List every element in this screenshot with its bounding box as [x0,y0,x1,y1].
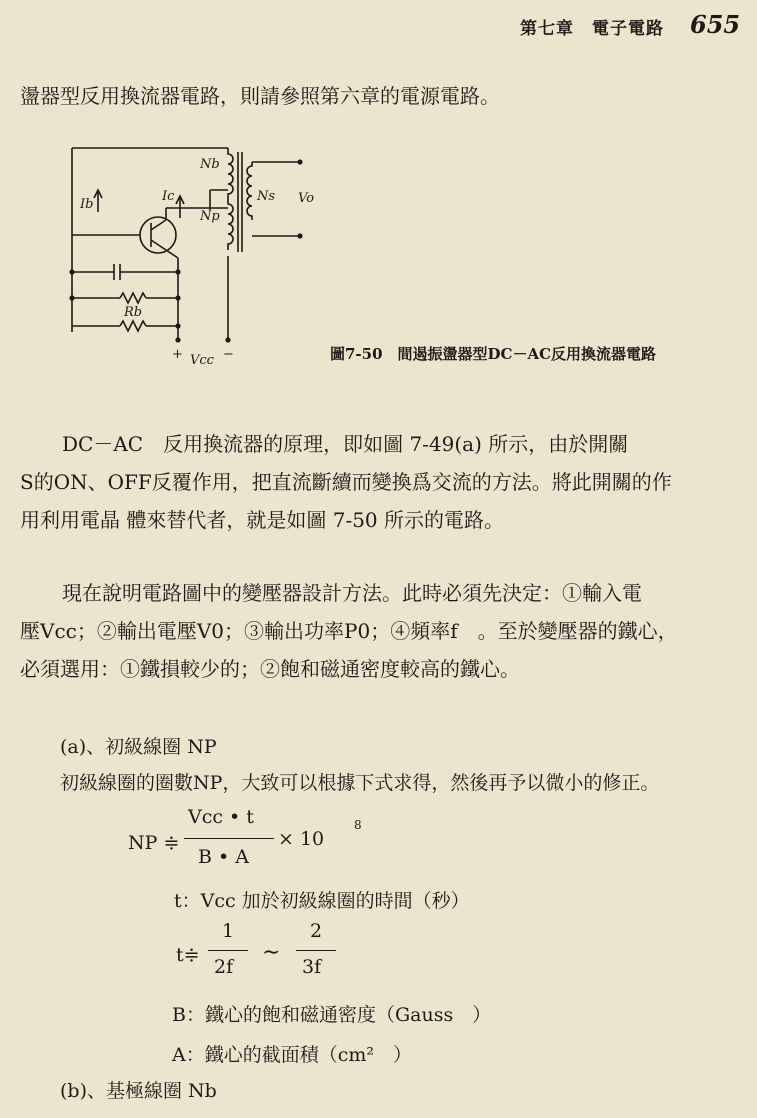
label-ic: Ic [162,189,175,204]
label-minus: − [223,347,234,362]
para1-line1: DC－AC 反用換流器的原理，即如圖 7-49(a) 所示，由於開關 [62,432,629,456]
formula-np-exponent: 8 [354,818,362,832]
para1-line3: 用利用電晶 體來替代者，就是如圖 7-50 所示的電路。 [20,508,505,532]
chapter-header: 第七章 電子電路 [520,19,664,39]
label-rb: Rb [124,305,143,320]
t-formula-lhs: t≑ [176,944,200,966]
label-vo: Vo [298,191,315,206]
section-b-heading: (b)、基極線圈 Nb [60,1080,217,1102]
para2-line3: 必須選用：①鐵損較少的；②飽和磁通密度較高的鐵心。 [20,657,520,681]
label-plus: + [172,347,183,362]
a-definition: A：鐵心的截面積（cm² ） [172,1044,412,1066]
label-ib: Ib [80,197,94,212]
para2-line2: 壓Vcc；②輸出電壓V0；③輸出功率P0；④頻率f 。至於變壓器的鐵心， [20,619,678,643]
intro-line: 盪器型反用換流器電路，則請參照第六章的電源電路。 [20,84,500,108]
formula-np-lhs: NP ≑ [128,832,180,854]
label-ns: Ns [257,189,276,204]
label-np: Np [200,209,220,224]
formula-np-denominator: B • A [198,846,249,868]
label-nb: Nb [200,157,220,172]
t-definition: t：Vcc 加於初級線圈的時間（秒） [174,890,470,912]
t-formula-num1: 1 [222,920,235,942]
t-formula-num2: 2 [310,920,323,942]
formula-np-numerator: Vcc • t [188,806,254,828]
circuit-diagram [60,140,340,370]
t-formula-bar2 [296,950,336,951]
t-formula-bar1 [208,950,248,951]
b-definition: B：鐵心的飽和磁通密度（Gauss ） [172,1004,492,1026]
t-formula-tilde: ∼ [262,940,281,965]
figure-caption: 圖7-50 間遏振盪器型DC－AC反用換流器電路 [330,345,657,363]
para2-line1: 現在說明電路圖中的變壓器設計方法。此時必須先決定：①輸入電 [62,581,642,605]
t-formula-den1: 2f [214,956,234,978]
t-formula-den2: 3f [302,956,322,978]
formula-np-fraction-bar [184,838,274,839]
label-vcc: Vcc [190,353,214,368]
section-a-text: 初級線圈的圈數NP，大致可以根據下式求得，然後再予以微小的修正。 [60,772,660,794]
para1-line2: S的ON、OFF反覆作用，把直流斷續而變換爲交流的方法。將此開關的作 [20,470,672,494]
formula-np-multiplier: × 10 [278,828,325,850]
page-number: 655 [690,10,741,39]
section-a-heading: (a)、初級線圈 NP [60,736,217,758]
